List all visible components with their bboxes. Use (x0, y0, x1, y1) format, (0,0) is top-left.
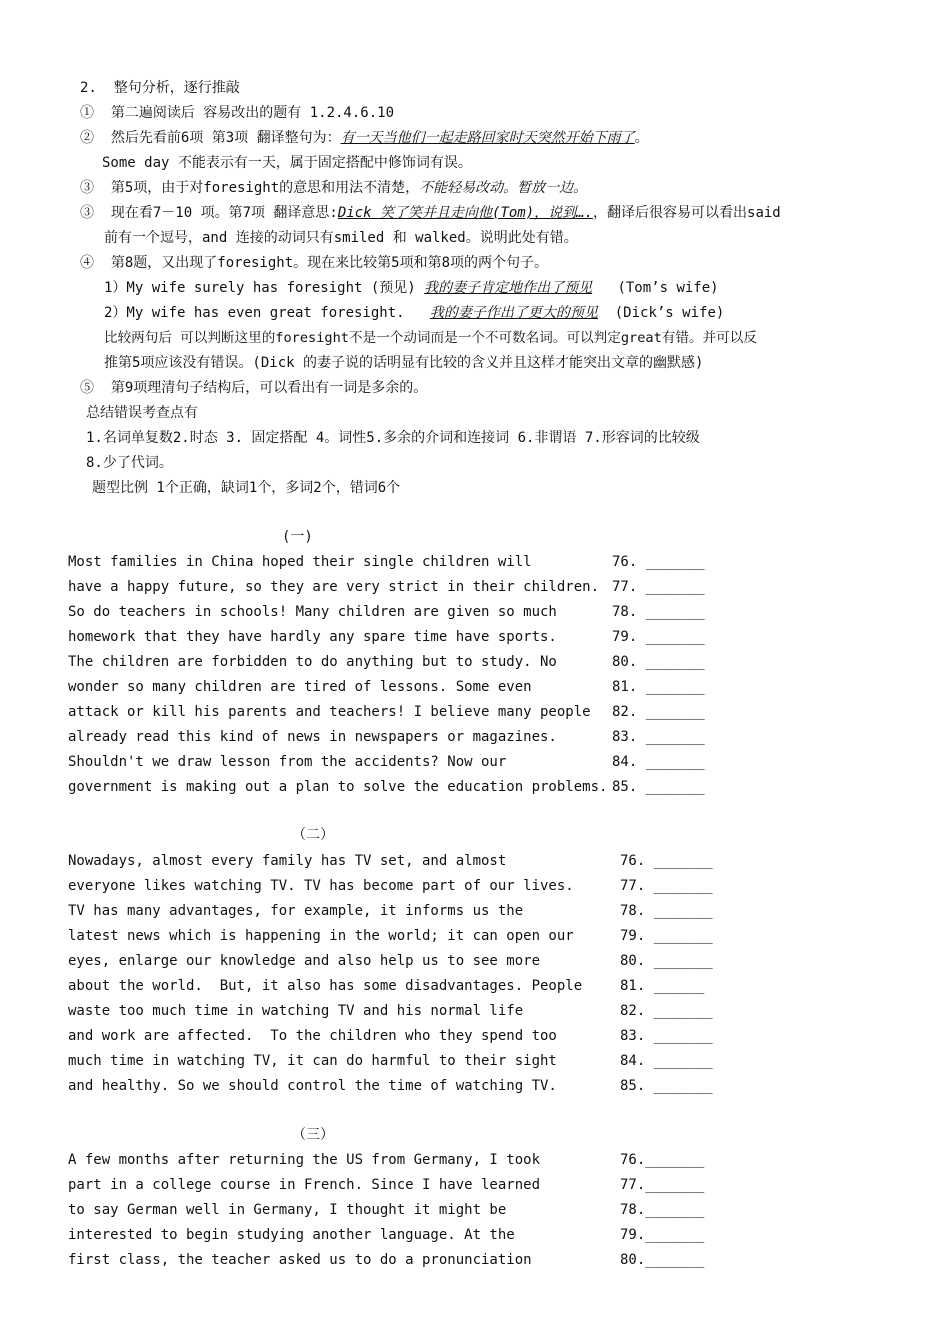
answer-blank[interactable]: 77._______ (620, 1177, 705, 1193)
exercise-line: first class, the teacher asked us to do a pronunciation (68, 1252, 532, 1268)
answer-blank[interactable]: 79. _______ (620, 928, 713, 944)
exercise-line: TV has many advantages, for example, it informs us the (68, 903, 524, 919)
answer-blank[interactable]: 76. _______ (612, 554, 705, 570)
translation-underlined: 有一天当他们一起走路回家时天突然开始下雨了 (340, 130, 635, 146)
analysis-line-5 (80, 203, 781, 223)
analysis-line-6: 前有一个逗号，and 连接的动词只有smiled 和 walked。说明此处有错。 (104, 230, 578, 246)
exercise-2-title: （二） (292, 827, 334, 843)
exercise-line: A few months after returning the US from Germany, I took (68, 1152, 541, 1168)
answer-blank[interactable]: 81. _______ (612, 679, 705, 695)
sentence-2: 2）My wife has even great foresight. (104, 305, 430, 321)
summary-line-1: 1.名词单复数2.时态 3. 固定搭配 4。词性5.多余的介词和连接词 6.非谓语 7.形容词的比较级 (86, 430, 700, 446)
answer-blank[interactable]: 82. _______ (620, 1003, 713, 1019)
analysis-line-5-end: ，翻译后很容易可以看出said (593, 205, 781, 221)
answer-blank[interactable]: 77. _______ (612, 579, 705, 595)
sentence-2-speaker: (Dick’s wife) (597, 305, 725, 321)
exercise-line: part in a college course in French. Since I have learned (68, 1177, 541, 1193)
sentence-1-speaker: (Tom’s wife) (592, 280, 719, 296)
analysis-line-10: 比较两句后 可以判断这里的foresight不是一个动词而是一个不可数名词。可以判定great有错。并可以反 (104, 330, 757, 346)
exercise-line: wonder so many children are tired of lessons. Some even (68, 679, 532, 695)
analysis-line-8 (104, 278, 719, 298)
exercise-line: interested to begin studying another language. At the (68, 1227, 515, 1243)
exercise-line: have a happy future, so they are very strict in their children. (68, 579, 600, 595)
answer-blank[interactable]: 81. ______ (620, 978, 705, 994)
answer-blank[interactable]: 83. _______ (612, 729, 705, 745)
answer-blank[interactable]: 85. _______ (620, 1078, 713, 1094)
answer-blank[interactable]: 79._______ (620, 1227, 705, 1243)
exercise-line: Nowadays, almost every family has TV set, and almost (68, 853, 507, 869)
exercise-line: attack or kill his parents and teachers! I believe many people (68, 704, 591, 720)
answer-blank[interactable]: 78. _______ (620, 903, 713, 919)
exercise-line: and healthy. So we should control the time of watching TV. (68, 1078, 557, 1094)
answer-blank[interactable]: 85. _______ (612, 779, 705, 795)
answer-blank[interactable]: 76._______ (620, 1152, 705, 1168)
exercise-line: everyone likes watching TV. TV has become part of our lives. (68, 878, 574, 894)
exercise-line: eyes, enlarge our knowledge and also help us to see more (68, 953, 541, 969)
analysis-line-2 (80, 128, 649, 148)
answer-blank[interactable]: 80. _______ (612, 654, 705, 670)
analysis-line-1: ① 第二遍阅读后 容易改出的题有 1.2.4.6.10 (80, 105, 395, 121)
answer-blank[interactable]: 78. _______ (612, 604, 705, 620)
answer-blank[interactable]: 77. _______ (620, 878, 713, 894)
analysis-line-4-text: ③ 第5项，由于对foresight的意思和用法不清楚， (80, 180, 420, 196)
translation-dick: Dick 笑了笑并且走向他(Tom)，说到…. (337, 205, 594, 221)
exercise-line: and work are affected. To the children who they spend too (68, 1028, 557, 1044)
exercise-line: about the world. But, it also has some disadvantages. People (68, 978, 583, 994)
section-heading: 2. 整句分析，逐行推敲 (80, 80, 240, 96)
exercise-line: homework that they have hardly any spare time have sports. (68, 629, 557, 645)
sentence-2-translation: 我的妻子作出了更大的预见 (429, 305, 598, 321)
analysis-line-2-text: ② 然后先看前6项 第3项 翻译整句为： (80, 130, 341, 146)
exercise-line: The children are forbidden to do anything but to study. No (68, 654, 557, 670)
exercise-3-title: （三） (292, 1127, 334, 1143)
answer-blank[interactable]: 83. _______ (620, 1028, 713, 1044)
summary-heading: 总结错误考查点有 (86, 405, 198, 421)
analysis-line-4-italic: 不能轻易改动。暂放一边。 (419, 180, 588, 196)
exercise-line: waste too much time in watching TV and his normal life (68, 1003, 524, 1019)
exercise-line: much time in watching TV, it can do harmful to their sight (68, 1053, 557, 1069)
analysis-line-11: 推第5项应该没有错误。(Dick 的妻子说的话明显有比较的含义并且这样才能突出文章的幽默感) (104, 355, 704, 371)
sentence-1: 1）My wife surely has foresight (预见) (104, 280, 425, 296)
answer-blank[interactable]: 78._______ (620, 1202, 705, 1218)
answer-blank[interactable]: 76. _______ (620, 853, 713, 869)
analysis-line-5-text: ③ 现在看7－10 项。第7项 翻译意思: (80, 205, 338, 221)
exercise-line: So do teachers in schools! Many children are given so much (68, 604, 557, 620)
exercise-line: Most families in China hoped their single children will (68, 554, 532, 570)
analysis-line-9 (104, 303, 724, 323)
answer-blank[interactable]: 80._______ (620, 1252, 705, 1268)
answer-blank[interactable]: 84. _______ (612, 754, 705, 770)
analysis-line-3: Some day 不能表示有一天，属于固定搭配中修饰词有误。 (102, 155, 472, 171)
answer-blank[interactable]: 84. _______ (620, 1053, 713, 1069)
exercise-line: government is making out a plan to solve the education problems. (68, 779, 608, 795)
analysis-line-7: ④ 第8题，又出现了foresight。现在来比较第5项和第8项的两个句子。 (80, 255, 549, 271)
exercise-line: Shouldn't we draw lesson from the accidents? Now our (68, 754, 507, 770)
exercise-line: latest news which is happening in the world; it can open our (68, 928, 574, 944)
summary-ratio: 题型比例 1个正确，缺词1个，多词2个，错词6个 (92, 480, 401, 496)
sentence-1-translation: 我的妻子肯定地作出了预见 (424, 280, 593, 296)
analysis-line-4 (80, 178, 587, 198)
analysis-line-12: ⑤ 第9项理清句子结构后，可以看出有一词是多余的。 (80, 380, 428, 396)
answer-blank[interactable]: 80. _______ (620, 953, 713, 969)
exercise-line: to say German well in Germany, I thought it might be (68, 1202, 507, 1218)
analysis-line-2-end: 。 (634, 130, 649, 146)
summary-line-2: 8.少了代词。 (86, 455, 173, 471)
answer-blank[interactable]: 82. _______ (612, 704, 705, 720)
exercise-line: already read this kind of news in newspapers or magazines. (68, 729, 557, 745)
exercise-1-title: (一) (282, 529, 313, 545)
answer-blank[interactable]: 79. _______ (612, 629, 705, 645)
